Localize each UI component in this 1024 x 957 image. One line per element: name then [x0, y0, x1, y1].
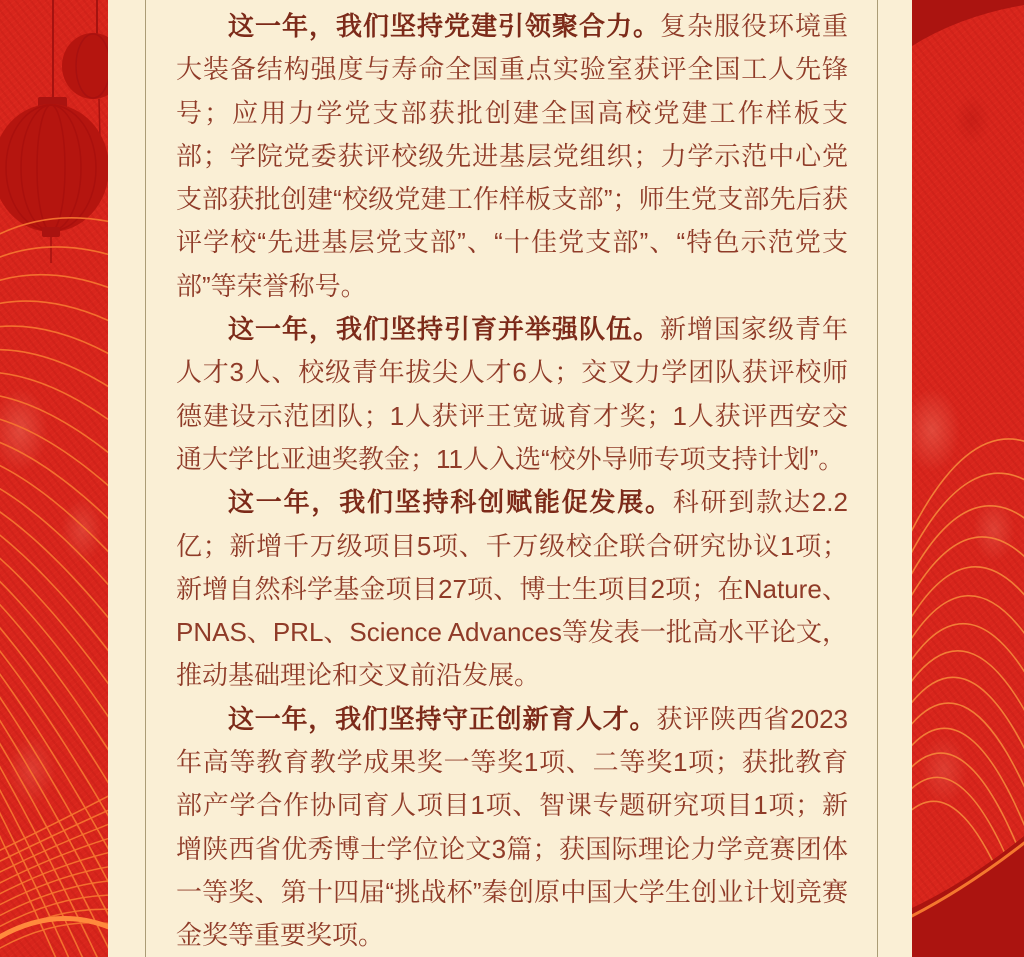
paragraph-lead: 这一年，我们坚持党建引领聚合力。: [228, 11, 660, 41]
paragraph-lead: 这一年，我们坚持引育并举强队伍。: [228, 314, 660, 345]
paragraph-text: 新增国家级青年人才3人、校级青年拔尖人才6人；交叉力学团队获评校师德建设示范团队；1人获评王宽诚育才奖；1人获评西安交通大学比亚迪奖教金；11人入选“校外导师专项支持计划”。: [176, 314, 848, 474]
paragraph-text: 获评陕西省2023年高等教育教学成果奖一等奖1项、二等奖1项；获批教育部产学合作协同育人项目1项、智课专题研究项目1项；新增陕西省优秀博士学位论文3篇；获国际理论力学竞赛团体一等奖、第十四届“挑战杯”秦创原中国大学生创业计划竞赛金奖等重要奖项。: [176, 703, 848, 951]
paragraph-party-building: [176, 5, 848, 308]
left-decor-strip: [0, 0, 108, 957]
paragraph-lead: 这一年，我们坚持守正创新育人才。: [228, 703, 657, 734]
dark-corner-curve: [912, 0, 1024, 46]
paragraph-text: 复杂服役环境重大装备结构强度与寿命全国重点实验室获评全国工人先锋号；应用力学党支部获批创建全国高校党建工作样板支部；学院党委获评校级先进基层党组织；力学示范中心党支部获批创建“校级党建工作样板支部”；师生党支部先后获评学校“先进基层党支部”、“十佳党支部”、“特色示范党支部”等荣誉称号。: [176, 11, 848, 301]
left-decor-art: [0, 0, 108, 957]
right-decor-art: [912, 0, 1024, 957]
content-panel: [108, 0, 912, 957]
paragraph-education: [176, 698, 848, 957]
paragraph-text: 科研到款达2.2亿；新增千万级项目5项、千万级校企联合研究协议1项；新增自然科学基金项目27项、博士生项目2项；在Nature、PNAS、PRL、Science Advances等发表一批高水平论文，推动基础理论和交叉前沿发展。: [176, 487, 848, 691]
panel-left-rule: [145, 0, 146, 957]
right-decor-strip: [912, 0, 1024, 957]
panel-right-rule: [877, 0, 878, 957]
article-body: [176, 0, 848, 957]
paragraph-lead: 这一年，我们坚持科创赋能促发展。: [228, 487, 673, 518]
golden-fan-lines: [0, 218, 108, 957]
paragraph-research: [176, 481, 848, 697]
paragraph-talent-team: [176, 308, 848, 481]
